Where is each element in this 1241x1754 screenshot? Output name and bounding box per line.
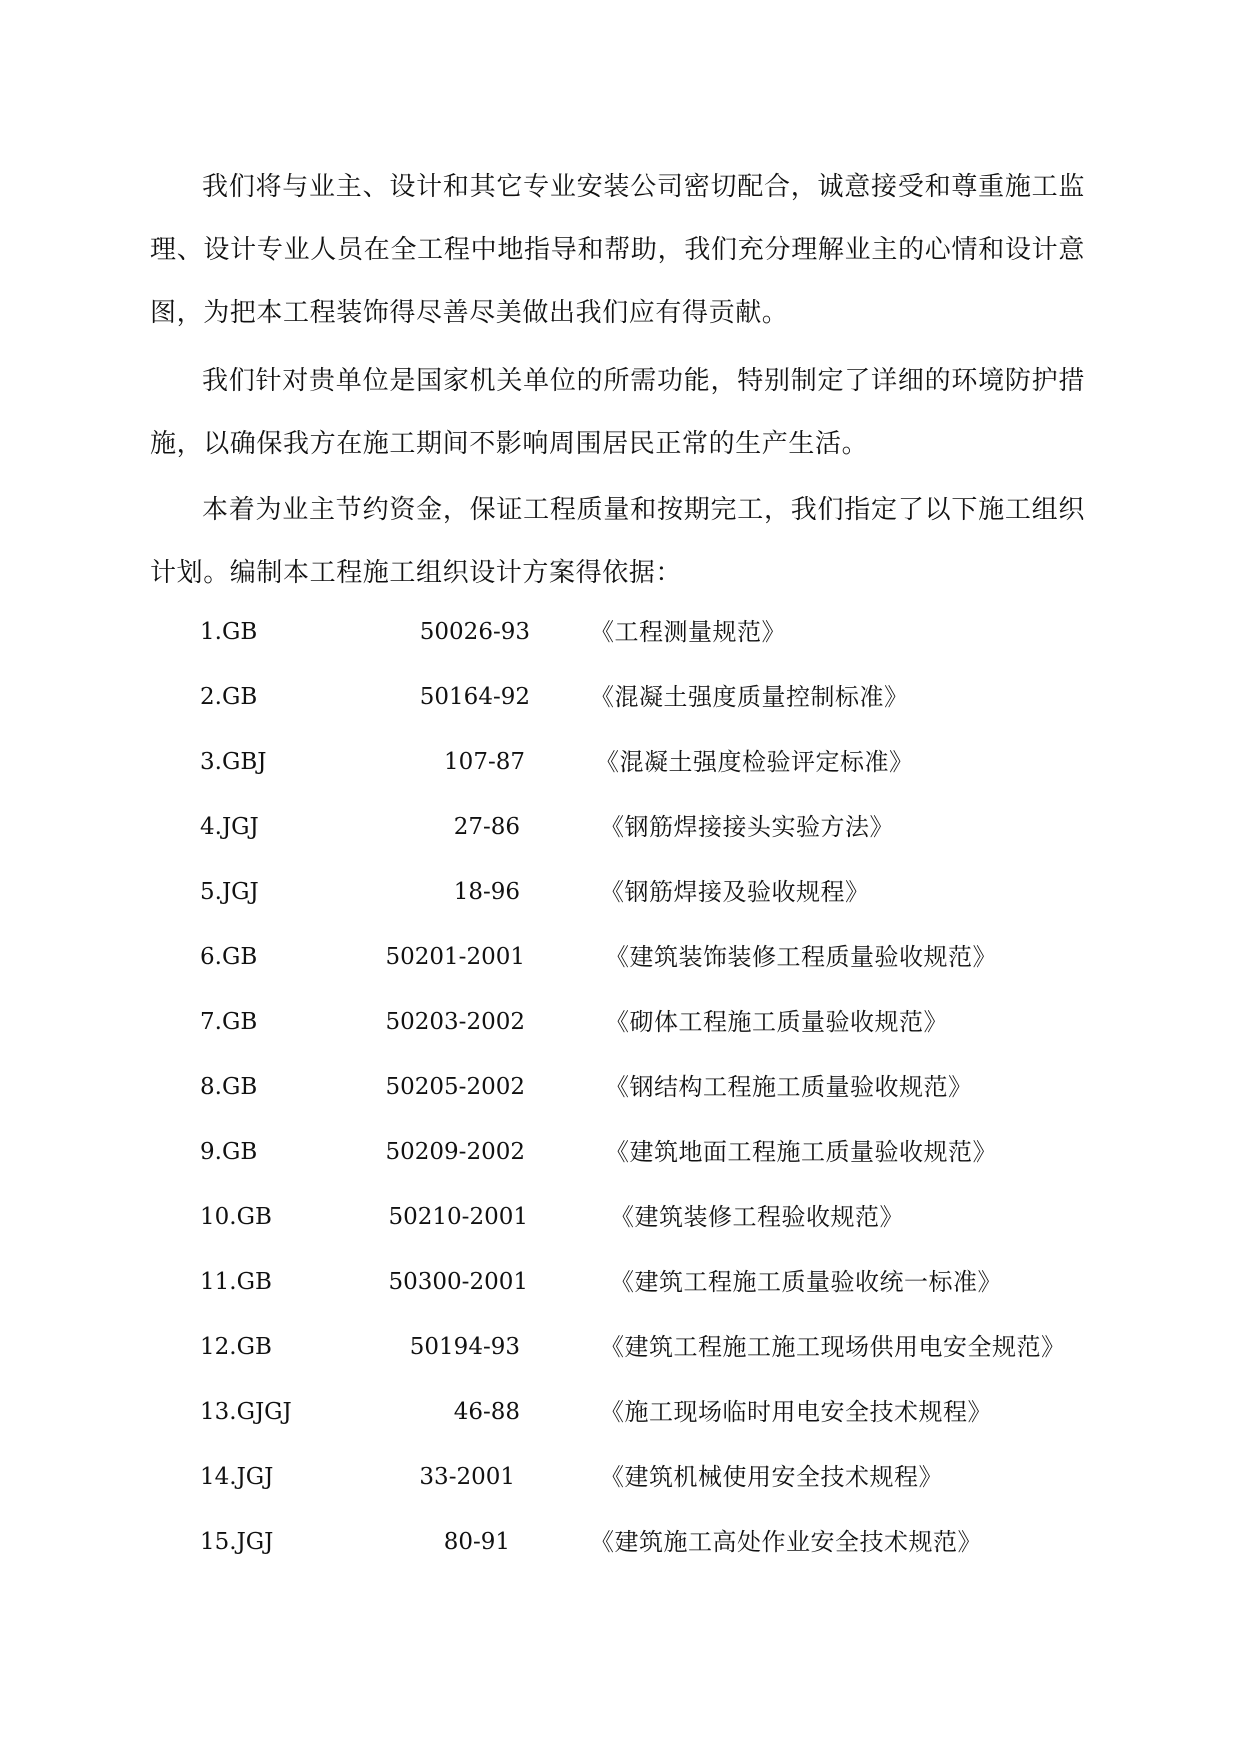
list-item <box>0 1522 1241 1587</box>
standard-prefix: 7.GB <box>200 1009 258 1035</box>
standard-prefix: 15.JGJ <box>200 1529 274 1555</box>
standard-prefix: 14.JGJ <box>200 1464 274 1490</box>
standard-prefix: 13.GJGJ <box>200 1399 292 1425</box>
standard-number: 50205-2002 <box>385 1074 525 1100</box>
standard-title: 《建筑地面工程施工质量验收规范》 <box>605 1138 997 1166</box>
standard-number: 18-96 <box>453 879 520 905</box>
standard-number: 50300-2001 <box>388 1269 528 1295</box>
standard-prefix: 5.JGJ <box>200 879 259 905</box>
standard-number: 33-2001 <box>419 1464 515 1490</box>
standard-prefix: 9.GB <box>200 1139 258 1165</box>
standard-title: 《建筑工程施工施工现场供用电安全规范》 <box>600 1333 1066 1361</box>
body-paragraph: 本着为业主节约资金，保证工程质量和按期完工，我们指定了以下施工组织计划。编制本工程施工组织设计方案得依据： <box>150 495 1085 588</box>
list-item <box>0 1457 1241 1522</box>
standard-title: 《钢筋焊接接头实验方法》 <box>600 813 894 841</box>
standard-number: 50209-2002 <box>385 1139 525 1165</box>
list-item <box>0 1067 1241 1132</box>
list-item <box>0 807 1241 872</box>
list-item <box>0 742 1241 807</box>
standard-title: 《建筑工程施工质量验收统一标准》 <box>610 1268 1002 1296</box>
standard-number: 107-87 <box>444 749 525 775</box>
standard-number: 80-91 <box>443 1529 510 1555</box>
standard-title: 《钢结构工程施工质量验收规范》 <box>605 1073 973 1101</box>
standard-number: 50164-92 <box>419 684 530 710</box>
list-item <box>0 872 1241 937</box>
list-item <box>0 1392 1241 1457</box>
standard-prefix: 1.GB <box>200 619 258 645</box>
standard-prefix: 11.GB <box>200 1269 272 1295</box>
standard-title: 《砌体工程施工质量验收规范》 <box>605 1008 948 1036</box>
standard-number: 50210-2001 <box>388 1204 528 1230</box>
standard-title: 《混凝土强度质量控制标准》 <box>590 683 909 711</box>
standard-prefix: 2.GB <box>200 684 258 710</box>
standard-title: 《混凝土强度检验评定标准》 <box>595 748 914 776</box>
standard-number: 50194-93 <box>409 1334 520 1360</box>
standard-prefix: 8.GB <box>200 1074 258 1100</box>
standard-title: 《工程测量规范》 <box>590 618 786 646</box>
standard-prefix: 12.GB <box>200 1334 272 1360</box>
standard-prefix: 6.GB <box>200 944 258 970</box>
standard-title: 《建筑机械使用安全技术规程》 <box>600 1463 943 1491</box>
standard-title: 《钢筋焊接及验收规程》 <box>600 878 870 906</box>
body-paragraph: 我们将与业主、设计和其它专业安装公司密切配合，诚意接受和尊重施工监理、设计专业人员在全工程中地指导和帮助，我们充分理解业主的心情和设计意图，为把本工程装饰得尽善尽美做出我们应有得贡献。 <box>150 172 1085 328</box>
standard-number: 46-88 <box>453 1399 520 1425</box>
standard-title: 《建筑装饰装修工程质量验收规范》 <box>605 943 997 971</box>
list-item <box>0 1197 1241 1262</box>
standard-number: 50201-2001 <box>385 944 525 970</box>
standard-title: 《施工现场临时用电安全技术规程》 <box>600 1398 992 1426</box>
list-item <box>0 1262 1241 1327</box>
list-item <box>0 937 1241 1002</box>
standard-number: 50026-93 <box>419 619 530 645</box>
standard-title: 《建筑施工高处作业安全技术规范》 <box>590 1528 982 1556</box>
standard-prefix: 10.GB <box>200 1204 272 1230</box>
standard-title: 《建筑装修工程验收规范》 <box>610 1203 904 1231</box>
list-item <box>0 1132 1241 1197</box>
standards-list <box>0 612 1241 1587</box>
standard-number: 50203-2002 <box>385 1009 525 1035</box>
standard-number: 27-86 <box>453 814 520 840</box>
list-item <box>0 612 1241 677</box>
list-item <box>0 1327 1241 1392</box>
list-item <box>0 1002 1241 1067</box>
standard-prefix: 3.GBJ <box>200 749 267 775</box>
list-item <box>0 677 1241 742</box>
standard-prefix: 4.JGJ <box>200 814 259 840</box>
body-paragraph: 我们针对贵单位是国家机关单位的所需功能，特别制定了详细的环境防护措施，以确保我方在施工期间不影响周围居民正常的生产生活。 <box>150 366 1085 459</box>
